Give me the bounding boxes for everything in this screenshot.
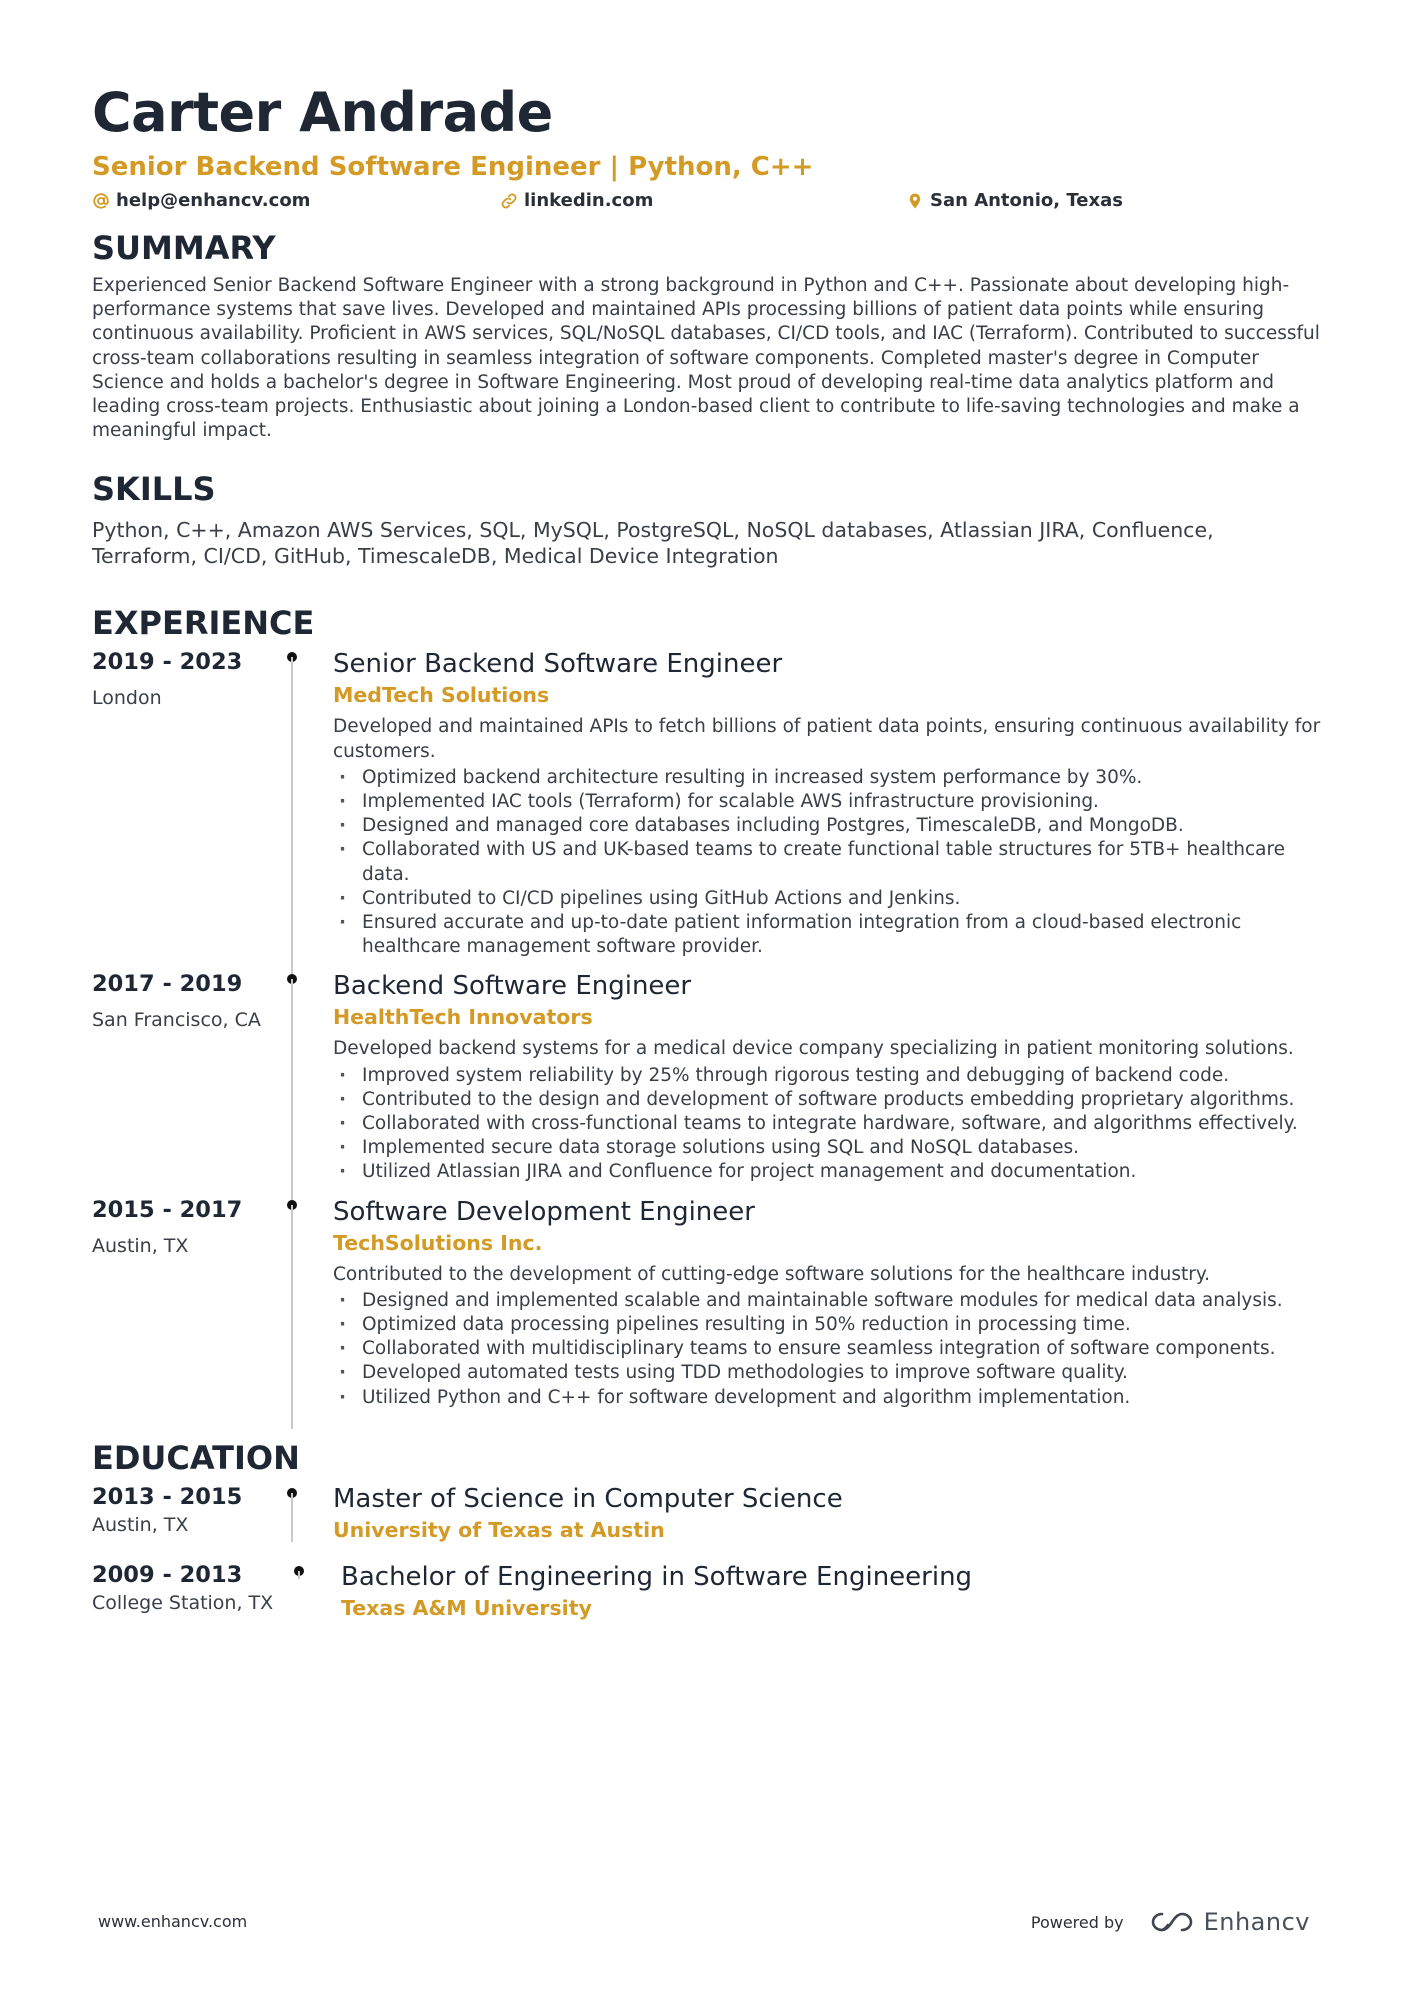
timeline-line (291, 979, 293, 1203)
email-text: help@enhancv.com (116, 190, 311, 211)
location-text: San Antonio, Texas (930, 190, 1123, 211)
list-item: · Optimized data processing pipelines resulting in 50% reduction in processing time. (333, 1313, 1322, 1337)
at-icon (92, 192, 110, 210)
list-item: · Designed and implemented scalable and maintainable software modules for medical data analysis. (333, 1289, 1322, 1313)
entry-location: College Station, TX (92, 1591, 274, 1614)
timeline-line (291, 1205, 293, 1429)
list-item: · Contributed to the design and development of software products embedding proprietary algorithms. (333, 1088, 1322, 1112)
skills-title: SKILLS (92, 470, 216, 509)
list-item: · Collaborated with US and UK-based teams to create functional table structures for 5TB+ healthcare data. (333, 838, 1322, 886)
skills-text: Python, C++, Amazon AWS Services, SQL, MySQL, PostgreSQL, NoSQL databases, Atlassian JIRA, Confluence, Terraform, CI/CD, GitHub, TimescaleDB, Medical Device Integration (92, 518, 1214, 569)
entry-meta (92, 1482, 282, 1538)
summary-section (92, 228, 1322, 443)
education-title: EDUCATION (92, 1438, 300, 1477)
enhancv-logo-icon (1148, 1909, 1196, 1935)
entry-school: University of Texas at Austin (333, 1517, 665, 1542)
list-item: · Designed and managed core databases including Postgres, TimescaleDB, and MongoDB. (333, 814, 1322, 838)
entry-dates: 2019 - 2023 (92, 649, 243, 676)
list-item: · Developed automated tests using TDD methodologies to improve software quality. (333, 1361, 1322, 1385)
resume-page (92, 78, 1322, 1626)
education-entry (92, 1482, 1322, 1552)
entry-role: Backend Software Engineer (333, 971, 692, 1002)
entry-bullets (333, 1289, 1322, 1410)
experience-entry (92, 1195, 1322, 1410)
list-item: · Implemented IAC tools (Terraform) for scalable AWS infrastructure provisioning. (333, 790, 1322, 814)
timeline-line (291, 657, 293, 974)
location-pin-icon (906, 192, 924, 210)
entry-location: San Francisco, CA (92, 1009, 261, 1032)
entry-description: Contributed to the development of cutting-edge software solutions for the healthcare industry. (333, 1263, 1211, 1285)
entry-body (333, 969, 1322, 1184)
entry-company: TechSolutions Inc. (333, 1230, 543, 1255)
entry-location: Austin, TX (92, 1513, 189, 1536)
contact-email[interactable] (92, 190, 310, 211)
summary-text: Experienced Senior Backend Software Engineer with a strong background in Python and C++. Passionate about developing high-performance systems that save lives. Developed and maintained APIs processing billions of patient data points while ensuring continuous availability. Proficient in AWS services, SQL/NoSQL databases, CI/CD tools, and IAC (Terraform). Contributed to successful cross-team collaborations resulting in seamless integration of software components. Completed master's degree in Computer Science and holds a bachelor's degree in Software Engineering. Most proud of developing real-time data analytics platform and leading cross-team projects. Enthusiastic about joining a London-based client to contribute to life-saving technologies and make a meaningful impact. (92, 275, 1320, 442)
entry-bullets (333, 1064, 1322, 1185)
list-item: · Collaborated with cross-functional teams to integrate hardware, software, and algorithms effectively. (333, 1112, 1322, 1136)
experience-section (92, 603, 1322, 1409)
entry-description: Developed and maintained APIs to fetch billions of patient data points, ensuring continuous availability for customers. (333, 716, 1321, 762)
candidate-headline: Senior Backend Software Engineer | Python, C++ (92, 152, 814, 182)
link-icon (500, 192, 518, 210)
entry-body (333, 1482, 1322, 1544)
entry-company: MedTech Solutions (333, 683, 550, 708)
list-item: · Optimized backend architecture resulting in increased system performance by 30%. (333, 766, 1322, 790)
list-item: · Utilized Python and C++ for software development and algorithm implementation. (333, 1386, 1322, 1410)
entry-meta (92, 969, 282, 1033)
list-item: · Ensured accurate and up-to-date patient information integration from a cloud-based electronic healthcare management software provider. (333, 911, 1322, 959)
entry-body (333, 1195, 1322, 1410)
timeline-line (291, 1493, 293, 1542)
list-item: · Implemented secure data storage solutions using SQL and NoSQL databases. (333, 1136, 1322, 1160)
entry-description: Developed backend systems for a medical device company specializing in patient monitoring solutions. (333, 1038, 1294, 1060)
list-item: · Improved system reliability by 25% through rigorous testing and debugging of backend code. (333, 1064, 1322, 1088)
list-item: · Contributed to CI/CD pipelines using GitHub Actions and Jenkins. (333, 887, 1322, 911)
experience-title: EXPERIENCE (92, 604, 315, 643)
list-item: · Utilized Atlassian JIRA and Confluence for project management and documentation. (333, 1160, 1322, 1184)
entry-dates: 2009 - 2013 (92, 1561, 243, 1588)
education-entry (92, 1560, 1322, 1626)
list-item: · Collaborated with multidisciplinary teams to ensure seamless integration of software components. (333, 1337, 1322, 1361)
contact-location (906, 190, 1123, 211)
page-footer (98, 1908, 1310, 1938)
linkedin-text: linkedin.com (524, 190, 654, 211)
entry-dates: 2015 - 2017 (92, 1196, 243, 1223)
entry-body (341, 1560, 1322, 1622)
summary-title: SUMMARY (92, 229, 276, 267)
powered-by (1031, 1908, 1310, 1936)
entry-dates: 2013 - 2015 (92, 1483, 243, 1510)
brand-name: Enhancv (1203, 1908, 1310, 1936)
education-section (92, 1438, 1322, 1626)
contact-row (92, 186, 1322, 216)
entry-company: HealthTech Innovators (333, 1005, 593, 1030)
powered-by-label: Powered by (1030, 1912, 1124, 1932)
entry-meta (92, 1560, 282, 1616)
entry-location: Austin, TX (92, 1234, 189, 1257)
entry-degree: Master of Science in Computer Science (333, 1483, 843, 1514)
candidate-name: Carter Andrade (92, 81, 553, 144)
entry-bullets (333, 766, 1322, 960)
entry-meta (92, 647, 282, 711)
entry-location: London (92, 687, 162, 710)
contact-linkedin[interactable] (500, 190, 653, 211)
skills-section (92, 469, 1322, 569)
entry-school: Texas A&M University (341, 1595, 592, 1620)
experience-entry (92, 969, 1322, 1184)
experience-entry (92, 647, 1322, 959)
entry-body (333, 647, 1322, 959)
entry-role: Senior Backend Software Engineer (333, 649, 783, 680)
timeline-line (298, 1571, 300, 1579)
entry-dates: 2017 - 2019 (92, 971, 243, 998)
entry-degree: Bachelor of Engineering in Software Engineering (341, 1561, 973, 1592)
entry-role: Software Development Engineer (333, 1196, 755, 1227)
entry-meta (92, 1195, 282, 1259)
footer-url[interactable]: www.enhancv.com (98, 1912, 248, 1931)
